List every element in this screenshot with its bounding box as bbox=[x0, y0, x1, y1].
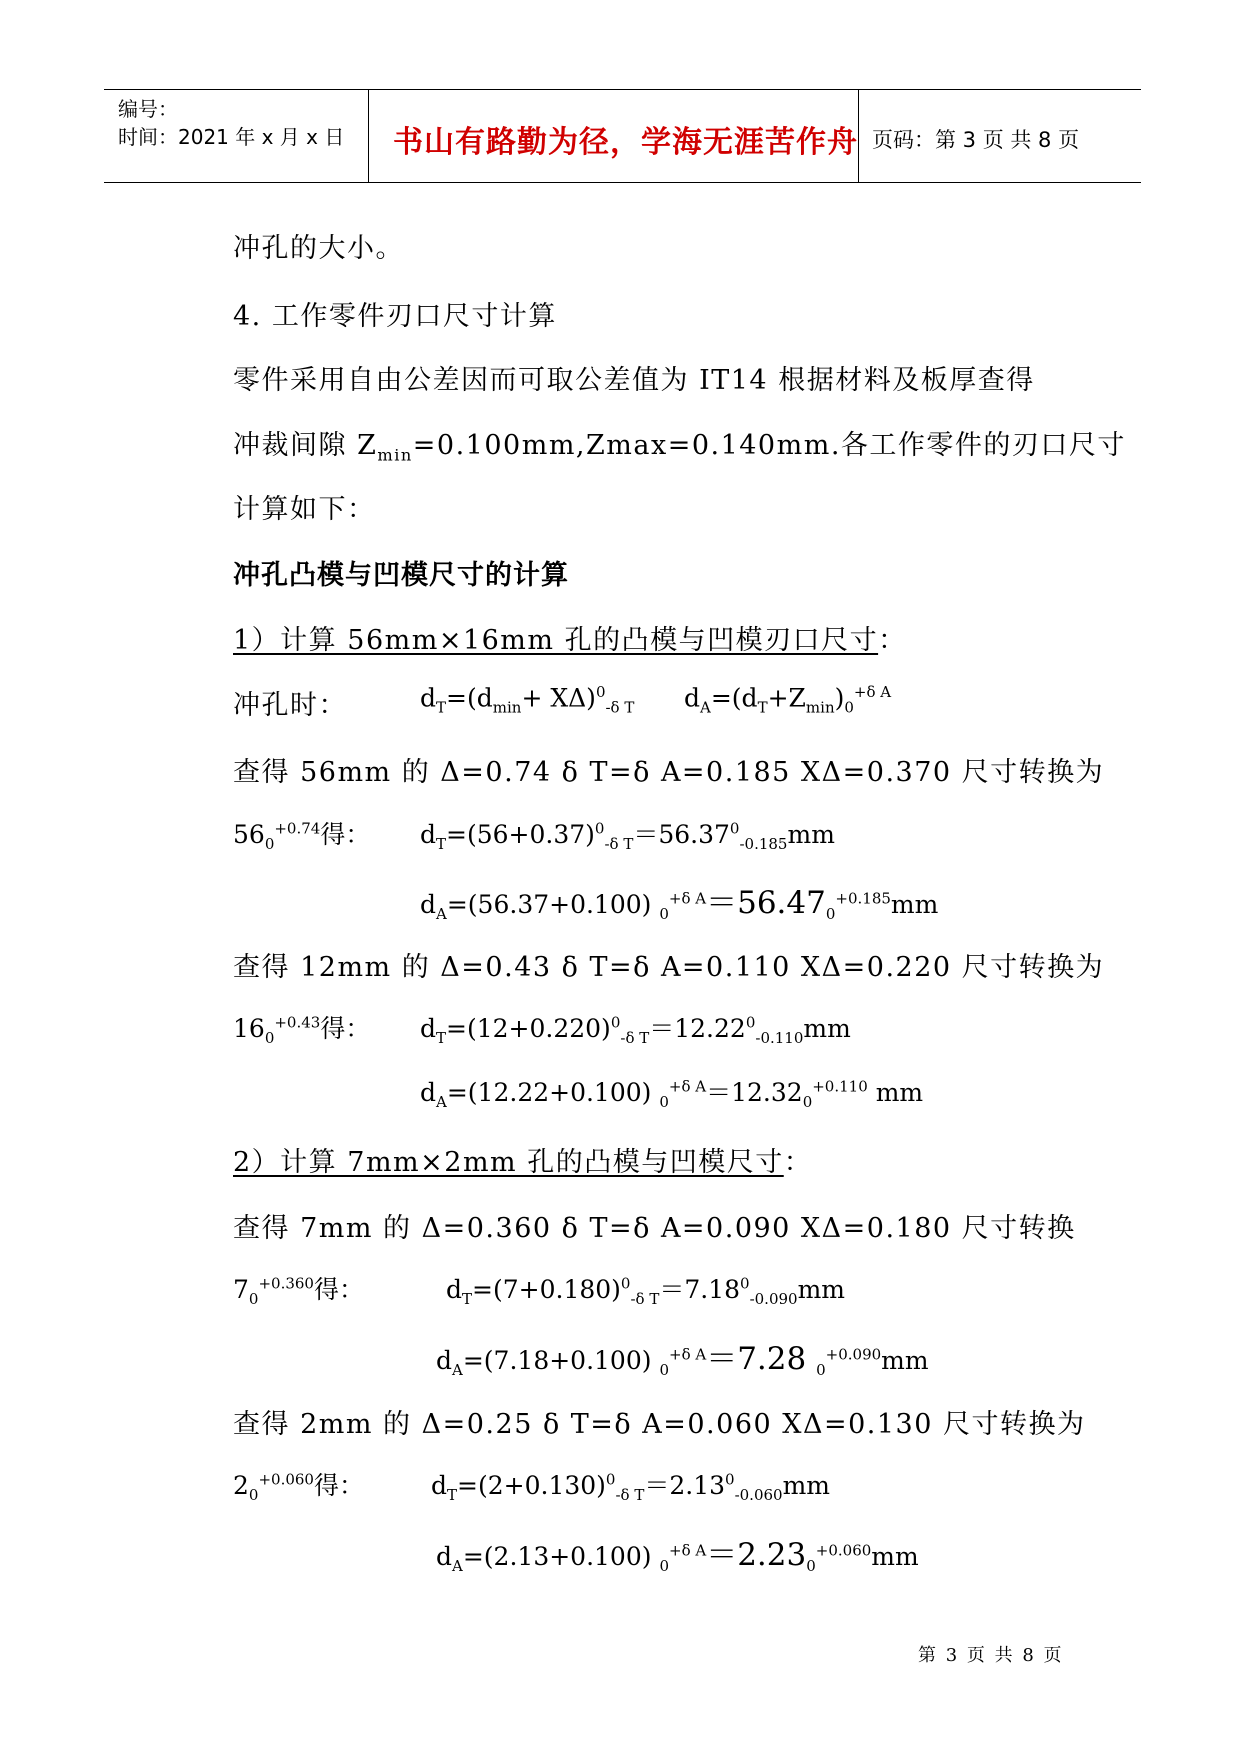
subsection-title: 2）计算 7mm×2mm 孔的凸模与凹模尺寸： bbox=[233, 1147, 813, 1178]
bold-heading: 冲孔凸模与凹模尺寸的计算 bbox=[233, 560, 569, 591]
serial-label: 编号： bbox=[118, 97, 178, 121]
lookup-row: 查得 12mm 的 Δ=0.43 δ T=δ A=0.110 XΔ=0.220 尺寸转换为 bbox=[233, 952, 1105, 983]
lookup-row: 查得 2mm 的 Δ=0.25 δ T=δ A=0.060 XΔ=0.130 尺寸转换为 bbox=[233, 1409, 1086, 1440]
dimension-label: $2_0^{+0.060}$得： bbox=[233, 1470, 364, 1504]
header-divider-left bbox=[368, 89, 369, 183]
dimension-label: $16_0^{+0.43}$得： bbox=[233, 1013, 371, 1047]
page-footer: 第 3 页 共 8 页 bbox=[918, 1645, 1064, 1666]
header-bottom-border bbox=[104, 182, 1141, 183]
subsection-title: 1）计算 56mm×16mm 孔的凸模与凹模刃口尺寸： bbox=[233, 625, 907, 656]
formula: $d_A=(d_T+Z_{min})_0^{+\delta A}$ bbox=[684, 683, 892, 717]
lookup-row: 查得 7mm 的 Δ=0.360 δ T=δ A=0.090 XΔ=0.180 尺寸转换 bbox=[233, 1213, 1076, 1244]
lookup-row: 查得 56mm 的 Δ=0.74 δ T=δ A=0.185 XΔ=0.370 尺寸转换为 bbox=[233, 757, 1105, 788]
formula: $d_T=(2+0.130)^0_{-\delta T}=2.13^0_{-0.060}mm$ bbox=[431, 1470, 830, 1504]
dimension-label: $56_0^{+0.74}$得： bbox=[233, 819, 371, 853]
formula: $d_T=(12+0.220)^0_{-\delta T}=12.22^0_{-0.110}mm$ bbox=[420, 1013, 851, 1047]
formula: $d_T=(7+0.180)^0_{-\delta T}=7.18^0_{-0.090}mm$ bbox=[446, 1274, 845, 1308]
text-line: 冲孔的大小。 bbox=[233, 233, 404, 264]
punch-label: 冲孔时： bbox=[233, 690, 347, 721]
page-indicator: 页码：第 3 页 共 8 页 bbox=[872, 128, 1080, 152]
formula: $d_T=(56+0.37)^0_{-\delta T}=56.37^0_{-0.185}mm$ bbox=[420, 819, 835, 853]
text-line: 冲裁间隙 $Z_{min}=0.100mm,Zmax=0.140mm$.各工作零件的刃口尺寸 bbox=[233, 430, 1126, 465]
formula: $d_A=(56.37+0.100)$ $_0^{+\delta A}=56.47_0^{+0.185}mm$ bbox=[420, 885, 939, 923]
text-line: 零件采用自由公差因而可取公差值为 IT14 根据材料及板厚查得 bbox=[233, 365, 1035, 396]
formula: $d_A=(12.22+0.100)$ $_0^{+\delta A}=12.32_0^{+0.110}$ mm bbox=[420, 1077, 924, 1111]
section-heading: 4. 工作零件刃口尺寸计算 bbox=[233, 301, 557, 332]
formula: $d_A=(2.13+0.100)$ $_0^{+\delta A}=2.23_0^{+0.060}mm$ bbox=[436, 1537, 919, 1575]
dimension-label: $7_0^{+0.360}$得： bbox=[233, 1274, 364, 1308]
header-top-border bbox=[104, 89, 1141, 90]
time-label: 时间：2021 年 x 月 x 日 bbox=[118, 125, 345, 149]
header-divider-right bbox=[858, 89, 859, 183]
formula: $d_T=(d_{min}+ X\Delta)^0_{-\delta T}$ bbox=[420, 683, 635, 717]
motto: 书山有路勤为径，学海无涯苦作舟 bbox=[393, 125, 858, 160]
text-line: 计算如下： bbox=[233, 494, 376, 525]
formula: $d_A=(7.18+0.100)$ $_0^{+\delta A}$＝7.28 $_0^{+0.090}$mm bbox=[436, 1341, 929, 1379]
